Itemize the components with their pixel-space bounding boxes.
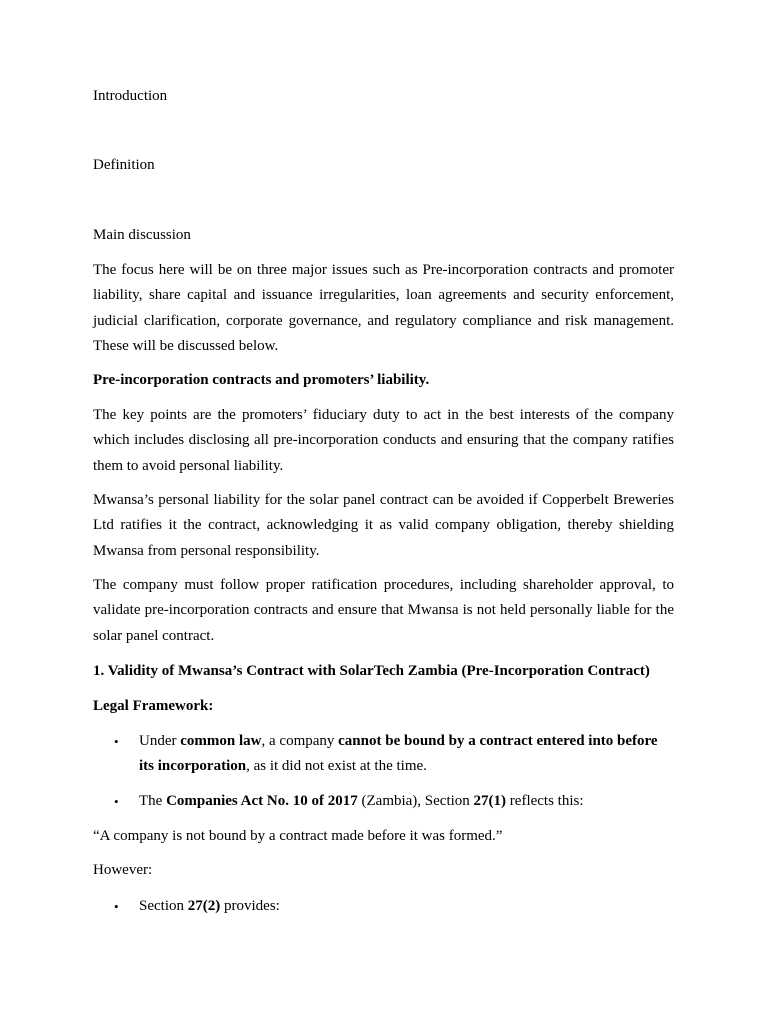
heading-legal-framework: Legal Framework: xyxy=(93,698,214,714)
bullet-text: (Zambia), Section xyxy=(357,793,474,809)
bullet-common-law xyxy=(114,729,674,779)
bullet-bold-text: cannot be bound by a contract entered into before its incorporation xyxy=(139,733,658,774)
heading-introduction: Introduction xyxy=(93,88,168,104)
heading-definition: Definition xyxy=(93,157,155,173)
paragraph-key-points: The key points are the promoters’ fiduciary duty to act in the best interests of the company which includes disclosing all pre-incorporation conducts and ensuring that the company ratifies them to avoid personal liability. xyxy=(93,407,674,474)
section-title-validity: 1. Validity of Mwansa’s Contract with SolarTech Zambia (Pre-Incorporation Contract) xyxy=(93,663,650,679)
paragraph-ratification: The company must follow proper ratification procedures, including shareholder approval, to validate pre-incorporation contracts and ensure that Mwansa is not held personally liable for the solar panel contract. xyxy=(93,577,674,644)
bullet-bold-text: Companies Act No. 10 of 2017 xyxy=(166,793,358,809)
bullet-bold-text: 27(2) xyxy=(187,898,221,914)
bullet-text: reflects this: xyxy=(506,793,584,809)
bullet-text: Under xyxy=(139,733,181,749)
bullet-section-27-2 xyxy=(114,894,674,919)
bullet-text: , a company xyxy=(261,733,339,749)
text-however: However: xyxy=(93,862,153,878)
bullet-marker: • xyxy=(114,794,119,809)
bullet-text: Section xyxy=(139,898,188,914)
bullet-companies-act xyxy=(114,789,674,814)
bullet-bold-text: common law xyxy=(180,733,262,749)
quote-section-27: “A company is not bound by a contract made before it was formed.” xyxy=(93,828,503,844)
bullet-text: The xyxy=(139,793,167,809)
heading-main-discussion: Main discussion xyxy=(93,227,191,243)
bullet-text: provides: xyxy=(220,898,280,914)
paragraph-focus: The focus here will be on three major issues such as Pre-incorporation contracts and promoter liability, share capital and issuance irregularities, loan agreements and security enforcement, judicial clarification, corporate governance, and regulatory compliance and risk management. These will be discussed below. xyxy=(93,262,674,354)
bullet-marker: • xyxy=(114,899,119,914)
paragraph-mwansa-liability: Mwansa’s personal liability for the solar panel contract can be avoided if Copperbelt Breweries Ltd ratifies it the contract, acknowledging it as valid company obligation, thereby shielding Mwansa from personal responsibility. xyxy=(93,492,674,559)
heading-pre-incorporation: Pre-incorporation contracts and promoters’ liability. xyxy=(93,372,430,388)
bullet-text: , as it did not exist at the time. xyxy=(246,758,427,774)
bullet-marker: • xyxy=(114,734,119,749)
bullet-bold-text: 27(1) xyxy=(473,793,507,809)
